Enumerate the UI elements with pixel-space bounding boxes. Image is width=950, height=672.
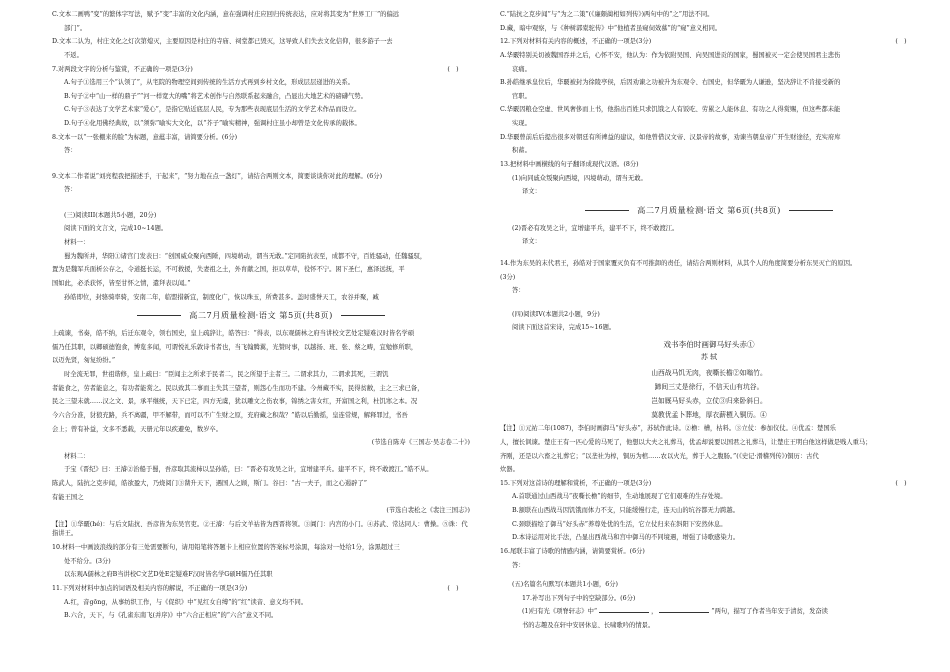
answer-8: 答： — [64, 147, 77, 155]
section-3-instruction: 阅读下面的文言文，完成10~14题。 — [64, 225, 168, 233]
page-footer-5: 高二7月质量检测·语文 第5页(共8页) — [52, 309, 470, 321]
material-1-label: 材料一： — [64, 239, 90, 246]
option-c-cont: 部门”。 — [64, 24, 87, 32]
section-3-heading: (三)阅读III(本题共5小题，20分) — [64, 211, 157, 219]
question-13-1: (1)向同戚众叛聚向西境，四境萌动，谓当无敢。 — [512, 174, 647, 182]
question-17: 17.补写出下列句子中的空缺部分。(6分) — [522, 594, 636, 602]
question-9: 9.文本二作者说“刘亮程我把描述手，干起来”，“努力地在点一盏灯”，请结合两则文本，简要谈谈你对此的理解。(6分) — [52, 172, 383, 180]
annotation-note: 【注】①华覈(hé)：与后文陆抗、吾彦皆为东吴官吏。②王濬：与后文羊祜皆为西晋将领。③阊门：内宫的小门。④苏武、常达同人：曹操。⑤诛：代指讲王。 — [52, 520, 468, 538]
section-5-heading: (五)名篇名句默写(本题共1小题，6分) — [512, 581, 618, 588]
question-7: 7.对两段文字的分析与鉴赏，不正确的一项是(3分) ( ) — [52, 65, 470, 74]
source-2: (节选自裴松之《裴注三国志》) — [386, 507, 470, 515]
material-1-line-1: 蜀为魏所并，华阳①诸宫门发表曰：“创国威众聚向西陲，四境萌动，谓当无敢。”定同陷抗表至，成都不守，百姓骚动，任魏骚驭， — [64, 252, 427, 260]
question-14-cont: (3分) — [500, 273, 516, 281]
q15-option-d: D.本诗运用对比手法，凸显出西战马和宫中御马的不同境遇，增强了诗歌感染力。 — [512, 534, 740, 542]
q7-option-a: A.句子①选用三个“认领了”，从宅院的物理空间到传统的生活方式再到乡村文化，形成层层递进的关系。 — [64, 79, 355, 87]
material-2-line-3: 有能王国之 — [52, 493, 84, 501]
poem-line-3: 岂如厩马好头赤，立仗③归来卧斜日。 — [651, 396, 767, 405]
q11-option-c: C.“陆抗之克步闻”与“为之二策”(《廉颇蔺相如列传》)两句中的“之”用法不同。 — [500, 11, 714, 18]
poem-note-4: 炊器。 — [500, 466, 519, 474]
source-1: (节选自陈寿《三国志·吴志卷二十》) — [371, 439, 470, 447]
q11-option-b: B.六合，天下，与《孔雀东南飞(并序)》中“六合正相应”的“六合”意义不同。 — [64, 612, 278, 620]
fill-blank-2[interactable] — [659, 607, 709, 613]
right-column — [500, 10, 918, 635]
q12-option-d: D.华覈曾前后后提出很多对朝廷有所裨益的建议，如他曾借汉文帝、汉景帝的故事，劝谏当朝皇帝广开生财途径，充实府库 — [500, 133, 841, 141]
q11-option-d: D.藏，暗中观察，与《种树郭橐驼传》中“他植者虽窥伺效慕”的“窥”意义相同。 — [500, 24, 722, 32]
para2-line-4: 时全流无罪，世祖谐修，皇上疏曰：“臣闻主之所求于民者二，民之所望于主者三。二谓求其力，二谓求其死，三谓饥 — [64, 371, 389, 379]
poem-note-2: 人，擅长讽谏。楚庄王有一匹心爱的马死了，他想以大夫之礼葬马，优孟却说要以国君之礼葬马，让楚庄王明白他这样做是贱人重马； — [500, 438, 872, 446]
answer-9: 答： — [64, 186, 77, 194]
question-16: 16.尾联丰富了诗歌的情感内涵，请简要赏析。(6分) — [500, 547, 645, 555]
q7-option-b: B.句子②中“山一样的鼎子”“河一样宽大的嘴”将艺术创作与自然联系起来融合，凸显出大地艺术的磅礴气势。 — [64, 92, 367, 100]
q11-option-a: A.红，音gōng，从事纺织工作，与《促织》中“见红女自缚”的“红”读音、意义均不同。 — [64, 598, 308, 606]
question-10-cont: 处不给分。(3分) — [64, 557, 111, 565]
left-column — [52, 10, 470, 625]
answer-14: 答： — [512, 287, 525, 295]
q15-option-b: B.颔联在山西战马因饥饿而体力不支，只能缓慢行走，连天山的坑谷都无力跨越。 — [512, 507, 740, 515]
q12-option-d-cont: 积蓄。 — [512, 147, 531, 155]
material-2-line-2: 陈武人，陆抗之克步闻，皓欲盈大，乃烧阅门③凿升天下，遇国人之顾，斯门。谷曰：“古一夫子，而之心遏辟了” — [52, 480, 367, 488]
para2-line-3: 以迈先贤，匆复纷纷。” — [52, 357, 116, 365]
poem-line-4: 莫教优孟卜葬地，厚衣薪槱入铜历。④ — [651, 411, 767, 420]
page-footer-6: 高二7月质量检测·语文 第6页(共8页) — [500, 204, 918, 216]
section-4-instruction: 阅读下面这首宋诗，完成15~16题。 — [512, 324, 616, 332]
question-12: 12.下列对材料有关内容的概述，不正确的一项是(3分) ( ) — [500, 38, 907, 46]
para2-line-5: 者能食之，劳者能息之，有功者能赏之。民以致其二事而主失其三望者，则怨心生而功不建。今州藏不实，民得贫敝，主之三求已备， — [52, 384, 424, 392]
material-1-line-3: 国如此，必杀获怀，皆至甘怀之情，遣拜表以闻。” — [52, 279, 191, 287]
q7-option-d: D.句子④化用佛经典故，以“须弥”喻实大文化，以“芥子”喻实精神，强调村庄虽小却曾是文化传承的载体。 — [64, 120, 361, 127]
poem-note-1: 【注】①元祐二年(1087)，李伯时画御马“好头赤”，苏轼作此诗。②檐：槽，枯料。③立仗：参加仪仗。④优孟：楚国乐 — [500, 425, 836, 433]
para2-line-7: 今六合分准，豺狼充路，兵不离疆，甲不解带，而可以不广生财之原，充府藏之积哉？”皓以后勤摇，皇连常规，解释罪过，书吾 — [52, 411, 408, 419]
question-14: 14.作为东吴的末代君王，孙皓对于国家覆灭负有不可推卸的责任，请结合两则材料，从其个人的角度简要分析东吴灭亡的原因。 — [500, 259, 857, 267]
poem-line-1: 山西战马饥无肉，夜嘶长檐②如嗡竹。 — [651, 368, 767, 377]
para2-line-1: 上疏谏，书奏，皓不纳，后迁东观令，领右国史，皇上疏辞让，皓答曰：“得表，以东观儒林之府当讲校文艺处定疑难汉时皆名学硕 — [52, 330, 415, 338]
material-1-line-2: 置为是魏军兵面析公存之，令道挺长运，不可救援，失妻祖之土，外育献之国，拒以草草，役怀不宁。困下圣仁，惠泽远抚，平 — [52, 266, 405, 274]
poem-line-2: 蹄间三丈是徐行，不信天山有坑谷。 — [654, 382, 764, 391]
option-d-cont: 不返。 — [64, 51, 83, 59]
question-11: 11.下列对材料中加点的词语及相关内容的解说，不正确的一项是(3分) ( ) — [52, 584, 459, 592]
option-d-q6: D.文本二认为，村庄文化之灯次第熄灭，主要原因是村庄的寺庙、祠堂都已毁灭，这导致人们失去文化信仰，很多游子一去 — [52, 38, 393, 46]
para2-line-6: 民之三望未就……汉之文、景，承平继统，天下已定，四方无虞，犹以雕文之伤农事，锦绣之害女红，开富国之利，杜饥寒之本。况 — [52, 398, 418, 406]
answer-paren: ( ) — [447, 65, 459, 73]
q12-option-c-cont: 实现。 — [512, 120, 531, 127]
translation-1-label: 译文： — [522, 188, 541, 196]
poem-note-3: 齐刚，还是以六畜之礼葬它；“以垄社为椁，铜历为棺……农以火光，葬于人之腹肠。”(《史记·滑稽列传》)铜历：古代 — [500, 452, 819, 460]
q12-option-a-cont: 哀痛。 — [512, 65, 531, 73]
q12-option-b-cont: 官职。 — [512, 92, 531, 100]
q12-option-a: A.华覈特别关切被魏国吞并之后，心怀不安，他认为：作为依附吴国、向吴国进贡的国家，蜀国被灭一定会使吴国君主悲伤 — [500, 51, 841, 59]
material-2-label: 材料二： — [64, 452, 90, 460]
question-10: 10.材料一中画波浪线的部分有三处需要断句，请用铅笔将答题卡上相应位置的答案标号涂黑，每涂对一处给1分，涂黑超过三 — [52, 544, 400, 552]
poem-title: 戏书李伯时画御马好头赤① — [663, 339, 755, 349]
q15-option-c: C.颈联描绘了御马“好头赤”养尊处优的生活，它立仗归来在斜阳下安然休息。 — [512, 520, 727, 528]
question-13: 13.把材料中画横线的句子翻译成现代汉语。(8分) — [500, 160, 639, 168]
q15-option-a: A.首联通过山西战马“夜嘶长檐”的细节，生动地展现了它们艰难的生存处境。 — [512, 493, 727, 501]
poem-author: 苏 轼 — [700, 353, 718, 362]
question-8: 8.文本一以“一张棚来的脸”为标题，意蕴丰富，请简要分析。(6分) — [52, 133, 238, 141]
option-c-q6: C.文本二画鸭“变”的繁体字写法，赋予“变”丰富的文化内涵，意在强调村庄应回归传统表达，应对将其变为“世界工厂”的偏远 — [52, 11, 400, 18]
translation-2-label: 译文： — [522, 238, 541, 246]
q12-option-b: B.孙皓继承皇位后，华覈被封为徐陵亭侯，后因劝谏之功被升为东观令、右国史，但华覈为人谦逊，坚决辞让不肯接受新的 — [500, 79, 841, 87]
section-4-heading: (四)阅读IV(本题共2小题，9分) — [512, 310, 600, 318]
material-2-line-1: 于宝《晋纪》曰：王濬②治船于蜀，吾彦取其流柿以呈孙皓，曰：“晋必有攻吴之计，宜增建平兵。建平不下，终不敢渡江。”皓不从。 — [64, 466, 433, 474]
material-1-line-4: 孙皓即位，封骆骑率骑，安南二年，临盟措新宜，制度化广，恢以珠玉，所费甚多。盖时盛誉天工，农谷并聚，臧 — [64, 293, 379, 301]
q7-option-c: C.句子③表达了文学艺术家“爱心”，是指它贴近底层人民，专为那些表现底层生活的文学艺术作品而设立。 — [64, 106, 361, 114]
answer-16: 答： — [512, 561, 525, 569]
para2-line-8: 会上；曾有补益，文多不悉载，天册元年以疾避免，数岁卒。 — [52, 425, 223, 433]
question-10-options: 以东观A儒林之府B当讲校C文艺D处E定疑难F汉时皆名学G硕H儒乃任其职 — [64, 571, 273, 579]
q12-option-c: C.华覈因粮仓空虚、世风奢侈而上书，他指出百姓只求饥饿之人有饭吃、劳累之人能休息、有功之人得赏赐，但这些都未能 — [500, 106, 841, 114]
question-17-1: (1)归有光《项脊轩志》中“ ， ”两句，描写了作者当年安于清贫，发奋读 — [522, 608, 828, 616]
question-15: 15.下列对这首诗的理解和赏析，不正确的一项是(3分) ( ) — [500, 479, 907, 487]
para2-line-2: 儒乃任其职，以卿硕德饱食，博览多闻，可谓悦礼乐敦诗书者也，当飞翰腾翼，光赞时事，以越扬、班、张、蔡之畴，宜勉修所职， — [52, 343, 418, 351]
question-13-2: (2)晋必有攻吴之计，宜增建平兵，建平不下，终不敢渡江。 — [512, 224, 679, 232]
question-17-1-cont: 书的志趣及在轩中安居休息、长啸歌吟的情景。 — [522, 621, 655, 629]
fill-blank-1[interactable] — [599, 607, 649, 613]
